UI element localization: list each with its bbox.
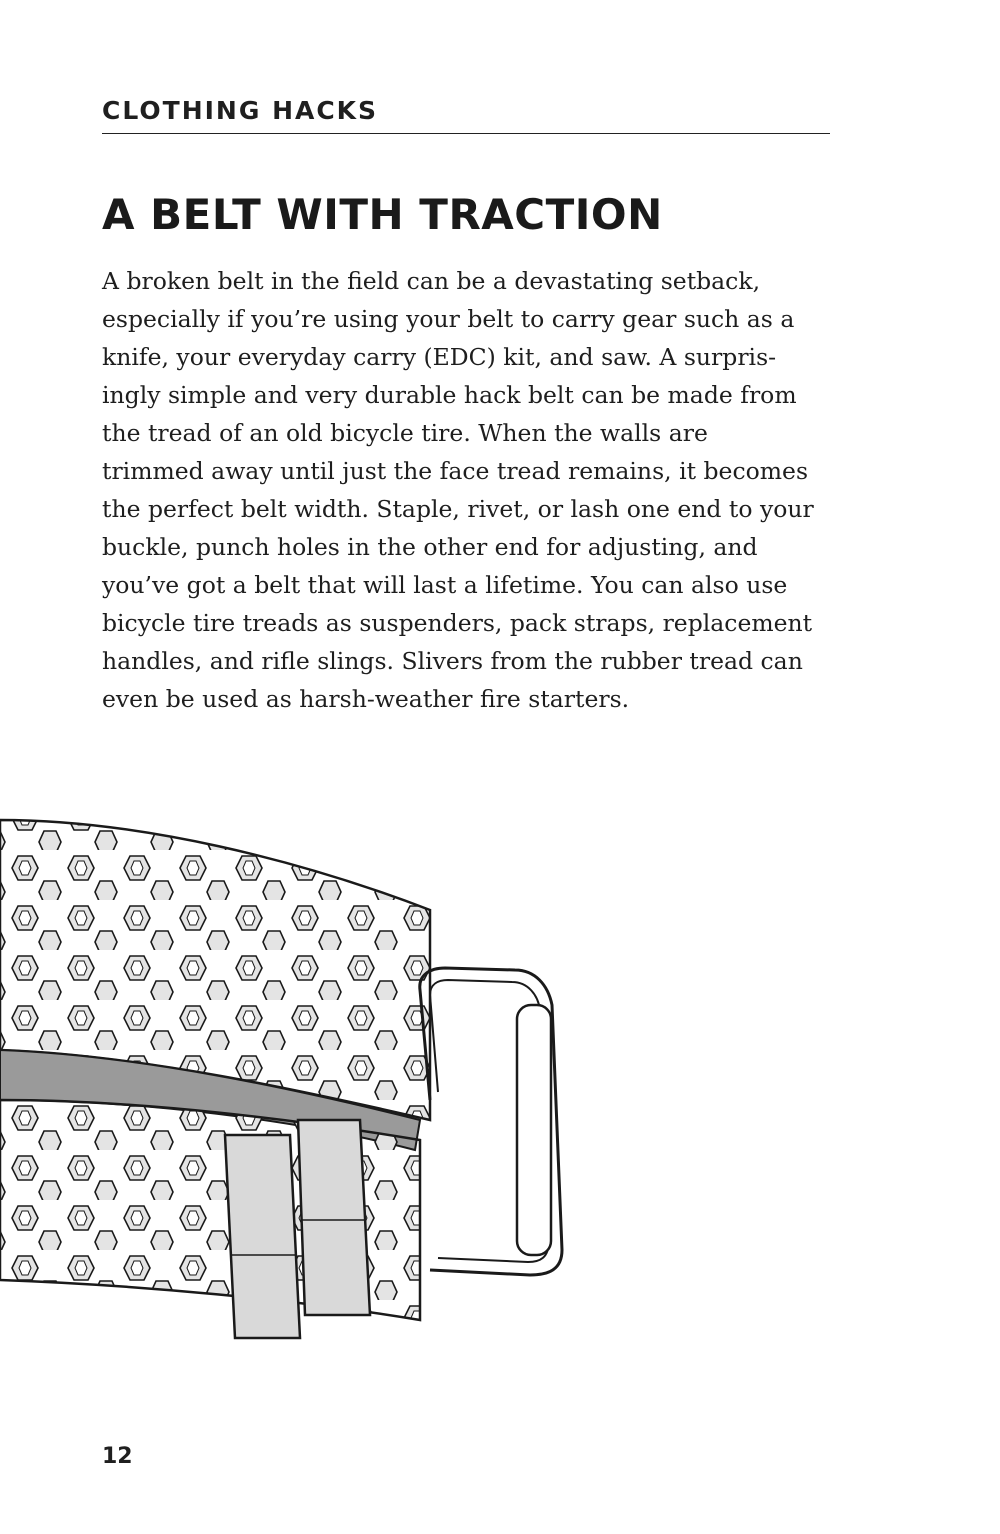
body-line: buckle, punch holes in the other end for adjusting, and (102, 533, 758, 561)
body-line: even be used as harsh-weather fire starters. (102, 685, 630, 713)
belt-loop (225, 1135, 300, 1338)
body-line: trimmed away until just the face tread remains, it becomes (102, 457, 809, 485)
body-line: especially if you’re using your belt to carry gear such as a (102, 305, 795, 333)
bicycle-tire-belt-illustration (0, 800, 620, 1340)
body-line: ingly simple and very durable hack belt can be made from (102, 381, 797, 409)
running-head: CLOTHING HACKS (102, 96, 830, 134)
buckle-roller (517, 1005, 551, 1255)
body-line: bicycle tire treads as suspenders, pack straps, replacement (102, 609, 813, 637)
body-line: knife, your everyday carry (EDC) kit, and saw. A surpris- (102, 343, 777, 371)
body-line: you’ve got a belt that will last a lifetime. You can also use (102, 571, 788, 599)
body-line: A broken belt in the field can be a devastating setback, (102, 267, 761, 295)
page-number: 12 (102, 1444, 133, 1469)
article-body (102, 262, 832, 718)
body-line: the perfect belt width. Staple, rivet, or lash one end to your (102, 495, 814, 523)
belt-loop (298, 1120, 370, 1315)
article-title: A BELT WITH TRACTION (102, 190, 663, 239)
body-line: the tread of an old bicycle tire. When the walls are (102, 419, 708, 447)
body-line: handles, and rifle slings. Slivers from the rubber tread can (102, 647, 803, 675)
